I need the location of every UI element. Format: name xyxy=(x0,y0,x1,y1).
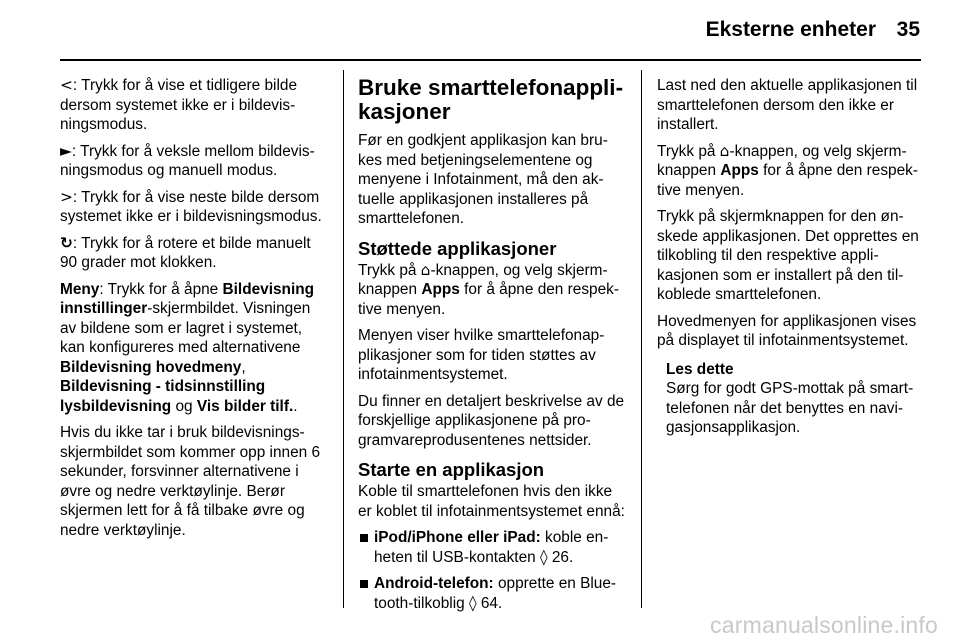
ipod-page-ref: 26. xyxy=(547,548,574,566)
menu-shows-paragraph: Menyen viser hvilke smarttelefonapplikasjoner som for tiden støttes av infotainmentsystemet. xyxy=(358,327,605,383)
next-image-text: : Trykk for å vise neste bilde dersom systemet ikke er i bildevisningsmodus. xyxy=(60,188,322,225)
apps-instruction-paragraph xyxy=(358,261,626,320)
rotate-icon: ↻ xyxy=(60,233,73,252)
header-rule xyxy=(60,59,921,61)
column-right xyxy=(657,76,922,438)
chapter-title: Eksterne enheter xyxy=(705,18,876,41)
apps-button-label: Apps xyxy=(421,281,460,298)
tap-app-paragraph: Trykk på skjermknappen for den ønskede applikasjonen. Det opprettes en tilkobling til den respektive applikasjonen som er installert på den tilkoblede smarttelefonen. xyxy=(657,208,919,303)
watermark: carmanualsonline.info xyxy=(710,612,938,638)
ipod-text: koble enheten til USB-kontakten xyxy=(374,529,609,566)
open-apps-text-1: Trykk på xyxy=(657,142,720,160)
page-number: 35 xyxy=(896,18,920,41)
open-apps-text-2: -knappen, og velg skjermknappen xyxy=(657,142,907,179)
list-item-android xyxy=(358,574,626,613)
apps-text-3: for å åpne den respektive menyen. xyxy=(358,281,619,318)
menu-option-main: Bildevisning hovedmeny xyxy=(60,358,242,376)
apps-text-1: Trykk på xyxy=(358,261,421,279)
note-box xyxy=(657,360,922,438)
subheading-supported-apps: Støttede applikasjoner xyxy=(358,237,557,259)
previous-image-text: : Trykk for å vise et tidligere bilde dersom systemet ikke er i bildevisningsmodus. xyxy=(60,77,298,133)
ipod-label: iPod/iPhone eller iPad: xyxy=(374,529,541,546)
bullet-square-icon xyxy=(360,534,368,542)
open-apps-paragraph xyxy=(657,142,922,201)
android-page-ref: 64. xyxy=(476,594,503,612)
note-title: Les dette xyxy=(666,360,734,378)
page-ref-arrow-icon: ◊ xyxy=(468,593,477,612)
page-ref-arrow-icon: ◊ xyxy=(539,547,548,566)
play-icon: ► xyxy=(60,141,72,160)
menu-paragraph xyxy=(60,280,328,417)
menu-text-4: og xyxy=(171,397,197,415)
subheading-start-app: Starte en applikasjon xyxy=(358,459,545,480)
description-paragraph: Du finner en detaljert beskrivelse av de forskjellige applikasjonene på programvareprodusentenes nettsider. xyxy=(358,392,625,449)
play-paragraph xyxy=(60,142,328,181)
download-paragraph: Last ned den aktuelle applikasjonen til smarttelefonen dersom den ikke er installert. xyxy=(657,77,918,133)
main-menu-paragraph: Hovedmenyen for applikasjonen vises på displayet til infotainmentsystemet. xyxy=(657,312,917,349)
next-icon: > xyxy=(60,187,73,206)
menu-option-slideshow: Bildevisning - tidsinnstilling lysbildevisning xyxy=(60,378,266,415)
open-apps-text-3: for å åpne den respektive menyen. xyxy=(657,162,918,199)
page-header xyxy=(0,0,960,60)
menu-option-settings: Bildevisning innstillinger xyxy=(60,280,315,317)
rotate-text: : Trykk for å rotere et bilde manuelt 90 grader mot klokken. xyxy=(60,234,311,271)
menu-text-3: , xyxy=(241,358,246,376)
menu-text-1: : Trykk for å åpne xyxy=(99,280,223,298)
timeout-paragraph: Hvis du ikke tar i bruk bildevisningsskjermbildet som kommer opp innen 6 sekunder, forsvinner alternativene i øvre og nedre verktøylinje. Berør skjermen lett for å få tilbake øvre og nedre verktøylinje. xyxy=(60,424,321,539)
android-label: Android-telefon: xyxy=(374,575,494,592)
previous-image-paragraph xyxy=(60,76,328,135)
home-icon: ⌂ xyxy=(719,141,730,160)
column-divider-2 xyxy=(641,70,642,608)
android-text: opprette en Bluetooth-tilkoblig xyxy=(374,575,617,612)
list-item-ipod xyxy=(358,528,626,567)
section-heading: Bruke smarttelefonapplikasjoner xyxy=(358,75,624,124)
apps-text-2: -knappen, og velg skjermknappen xyxy=(358,261,608,298)
bullet-square-icon xyxy=(360,580,368,588)
note-text: Sørg for godt GPS-mottak på smarttelefonen når det benyttes en navigasjonsapplikasjon. xyxy=(666,380,914,436)
next-image-paragraph xyxy=(60,188,328,227)
menu-label: Meny xyxy=(60,280,100,298)
apps-button-label: Apps xyxy=(720,162,759,179)
home-icon: ⌂ xyxy=(420,260,431,279)
intro-paragraph: Før en godkjent applikasjon kan brukes med betjeningselementene og menyene i Infotainment, må den aktuelle applikasjonen installeres på smarttelefonen. xyxy=(358,132,608,227)
play-text: : Trykk for å veksle mellom bildevisningsmodus og manuell modus. xyxy=(60,142,315,179)
previous-icon: < xyxy=(60,76,73,94)
column-left xyxy=(60,76,328,547)
connect-paragraph: Koble til smarttelefonen hvis den ikke er koblet til infotainmentsystemet ennå: xyxy=(358,483,625,520)
rotate-paragraph xyxy=(60,234,328,273)
menu-text-5: . xyxy=(293,397,298,415)
menu-text-2: -skjermbildet. Visningen av bildene som er lagret i systemet, kan konfigureres med alternativene xyxy=(60,300,311,356)
column-middle xyxy=(358,76,626,620)
column-divider-1 xyxy=(343,70,344,608)
menu-option-show-random: Vis bilder tilf. xyxy=(196,397,294,415)
